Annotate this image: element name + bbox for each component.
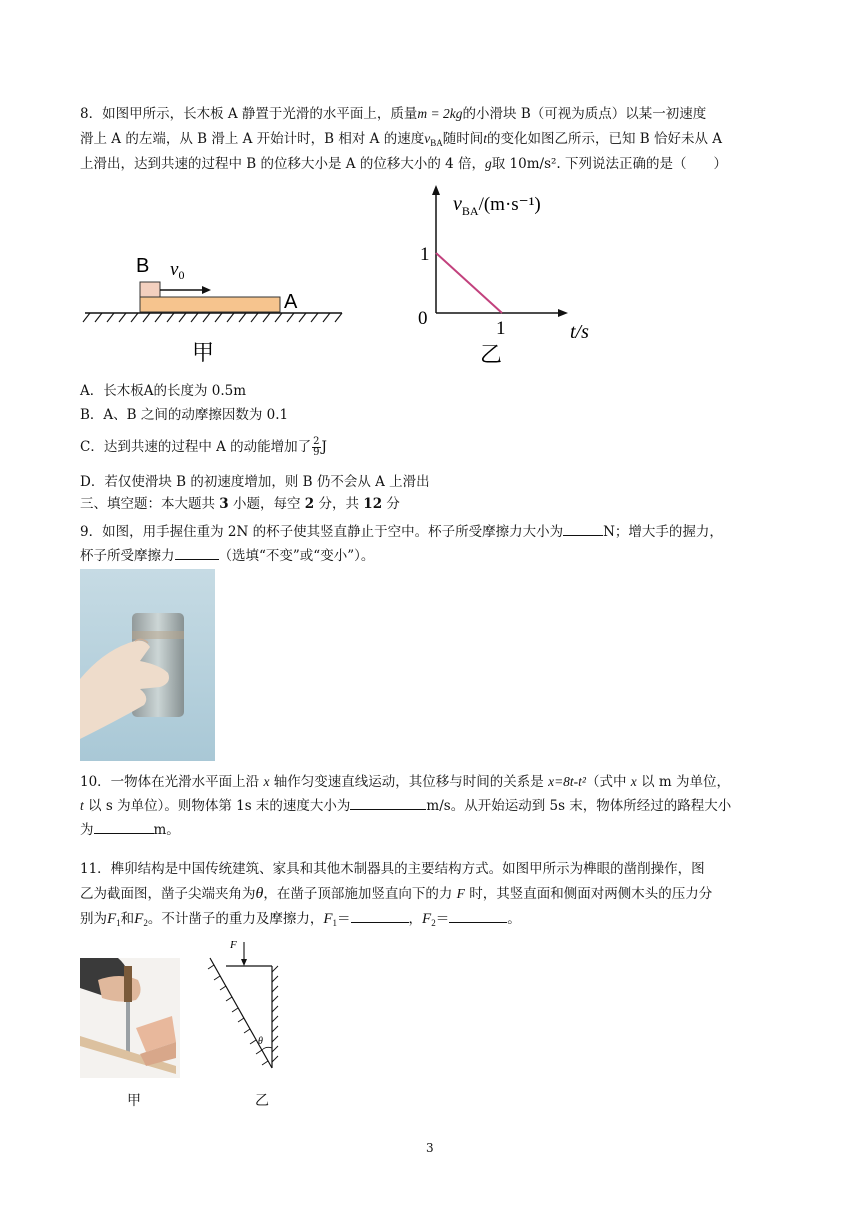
- q8-option-d: D．若仅使滑块 B 的初速度增加，则 B 仍不会从 A 上滑出: [80, 474, 430, 490]
- origin-label: 0: [418, 308, 428, 329]
- label-a: A: [284, 291, 298, 313]
- q11-line-3: 别为$F_1$和$F_2$。不计凿子的重力及摩擦力，$F_1=$ ，$F_2=$ 。: [80, 911, 521, 928]
- board-a: [140, 297, 280, 312]
- q8-line-3: [80, 154, 727, 174]
- arrow-head-icon: [202, 286, 211, 294]
- q8-text: 随时间: [442, 131, 484, 147]
- q8-line-2: [80, 129, 722, 153]
- theta-label: θ: [258, 1036, 263, 1047]
- q8-mass: m = 2kg: [417, 106, 463, 121]
- y-axis-label: $v_{BA}/(m\cdot s^{-1})$: [453, 193, 541, 218]
- q10-line-2: t 以 s 为单位）。则物体第 1s 末的速度大小为 m/s。从开始运动到 5s 末，物体所经过的路程大小: [80, 798, 732, 814]
- blank-f1[interactable]: [351, 922, 409, 923]
- q8-text: 的变化如图乙所示，已知 B 恰好未从 A: [487, 131, 723, 147]
- blank-velocity[interactable]: [350, 809, 426, 810]
- caption-yi: 乙: [480, 343, 503, 365]
- q8-text: 取 10m/s². 下列说法正确的是（ ）: [491, 156, 728, 172]
- label-b: B: [136, 255, 150, 277]
- blank-distance[interactable]: [94, 833, 154, 834]
- photo-chisel-operation: [80, 958, 180, 1078]
- force-label: F: [230, 939, 237, 951]
- blank-friction[interactable]: [563, 535, 603, 536]
- figure-yi-chart: [410, 180, 610, 365]
- q10-line-3: 为 m。: [80, 822, 180, 838]
- q9-line-2: 杯子所受摩擦力 （选填“不变”或“变小”）。: [80, 548, 375, 564]
- caption-jia-q11: 甲: [127, 1093, 141, 1109]
- q8-text: 上滑出，达到共速的过程中 B 的位移大小是 A 的位移大小的 4 倍，: [80, 156, 486, 172]
- block-b: [140, 282, 160, 297]
- series-group: [436, 253, 502, 313]
- diagram-chisel-section: [200, 936, 290, 1086]
- caption-jia: 甲: [192, 341, 215, 366]
- section-3-heading: 三、填空题：本大题共 3 小题，每空 2 分，共 12 分: [80, 496, 400, 512]
- page-number: 3: [426, 1141, 434, 1155]
- y-axis-arrow-icon: [432, 185, 440, 195]
- q8-option-b: B．A、B 之间的动摩擦因数为 0.1: [80, 407, 289, 423]
- force-arrow-head-icon: [241, 959, 247, 966]
- q8-option-a: A．长木板A的长度为 0.5m: [80, 383, 247, 399]
- q8-g: g: [485, 156, 492, 171]
- slant-face: [210, 958, 272, 1068]
- fraction-2-9: $\frac{2}{9}$: [313, 436, 320, 458]
- q9-line-1: 9．如图，用手握住重为 2N 的杯子使其竖直静止于空中。杯子所受摩擦力大小为 N；增大手的握力，: [80, 524, 723, 540]
- x-axis-arrow-icon: [558, 309, 568, 317]
- series-line-0: [436, 253, 502, 313]
- chisel: [126, 1002, 130, 1052]
- q8-vba: $v_{BA}$: [424, 131, 443, 148]
- q8-text: 的小滑块 B（可视为质点）以某一初速度: [462, 106, 707, 122]
- q8-option-c: C．达到共速的过程中 A 的动能增加了 $\frac{2}{9}$ J: [80, 436, 327, 458]
- blank-f2[interactable]: [449, 922, 507, 923]
- q10-line-1: 10．一物体在光滑水平面上沿 x 轴作匀变速直线运动，其位移与时间的关系是 x=8t-t²（式中 x 以 m 为单位，: [80, 774, 730, 790]
- q11-line-2: 乙为截面图，凿子尖端夹角为θ，在凿子顶部施加竖直向下的力 F 时，其竖直面和侧面对两侧木头的压力分: [80, 885, 713, 902]
- ground-hatching: [83, 313, 342, 322]
- x-tick-1: 1: [496, 318, 506, 339]
- figure-jia: [80, 240, 350, 370]
- photo-hand-holding-cup: [80, 569, 215, 761]
- q8-line-1: [80, 104, 706, 124]
- x-axis-label: t/s: [570, 321, 589, 343]
- q8-t: t: [483, 131, 487, 146]
- label-v0: $v_0$: [170, 259, 185, 282]
- q8-text: 8．如图甲所示，长木板 A 静置于光滑的水平面上，质量: [80, 106, 418, 122]
- q11-line-1: 11．榫卯结构是中国传统建筑、家具和其他木制器具的主要结构方式。如图甲所示为榫眼的凿削操作，图: [80, 861, 705, 877]
- q8-text: 滑上 A 的左端，从 B 滑上 A 开始计时，B 相对 A 的速度: [80, 131, 425, 147]
- blank-friction-change[interactable]: [175, 559, 219, 560]
- caption-yi-q11: 乙: [255, 1093, 269, 1109]
- hand: [98, 976, 141, 1002]
- y-tick-1: 1: [420, 244, 430, 265]
